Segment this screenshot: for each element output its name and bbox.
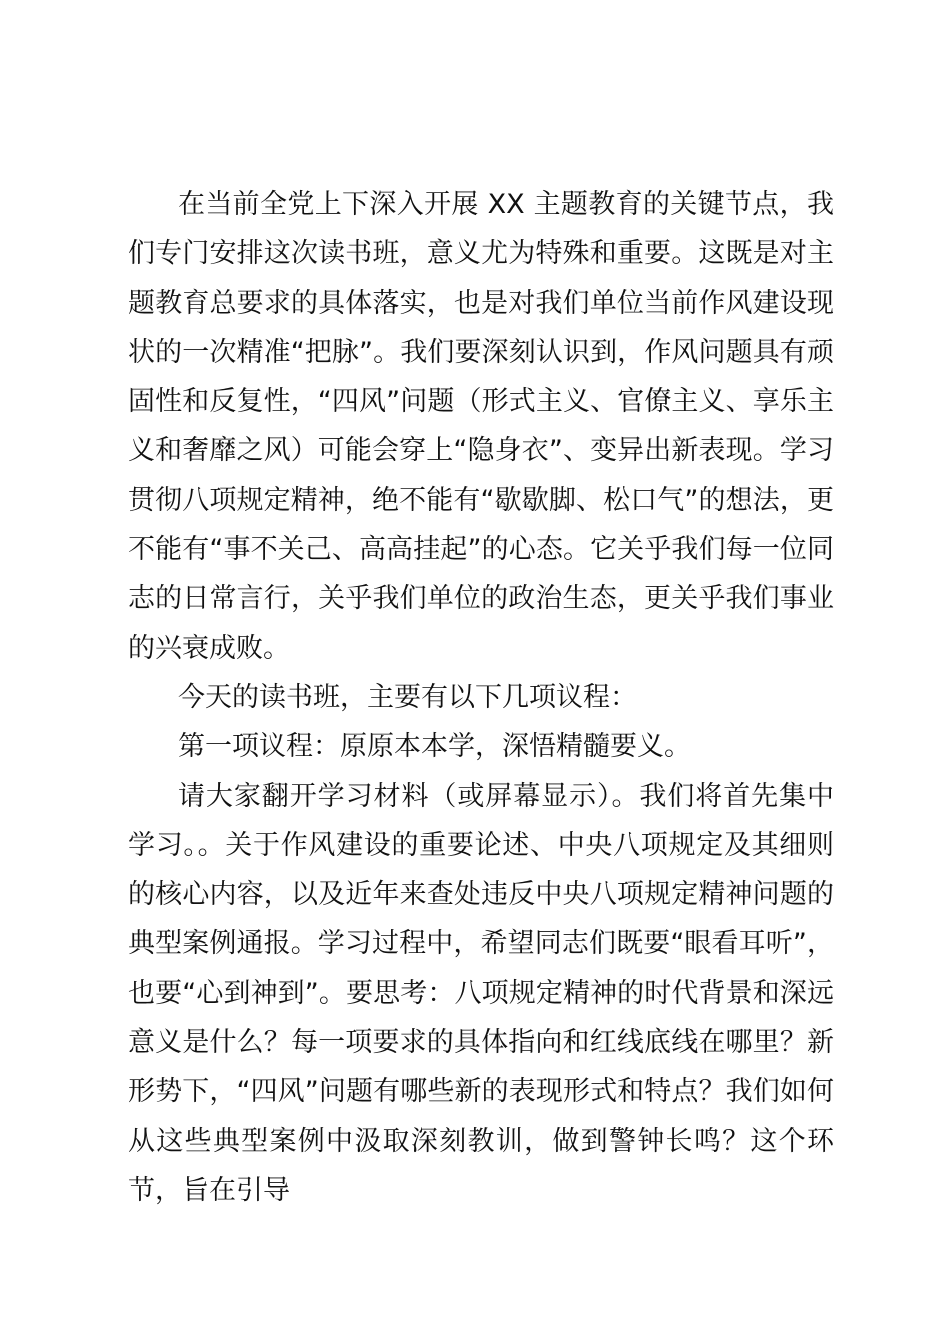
paragraph-agenda-item-1: 第一项议程：原原本本学，深悟精髓要义。 bbox=[178, 731, 691, 763]
paragraph-study-instructions: 请大家翻开学习材料（或屏幕显示）。我们将首先集中学习。。关于作风建设的重要论述、中央八项规定及其细则的核心内容，以及近年来查处违反中央八项规定精神问题的典型案例通报。学习过程中，希望同志们既要“眼看耳听”，也要“心到神到”。要思考：八项规定精神的时代背景和深远意义是什么？每一项要求的具体指向和红线底线在哪里？新形势下，“四风”问题有哪些新的表现形式和特点？我们如何从这些典型案例中汲取深刻教训，做到警钟长鸣？这个环节，旨在引导 bbox=[128, 780, 834, 1206]
document-body bbox=[128, 180, 834, 1215]
paragraph-agenda-intro: 今天的读书班，主要有以下几项议程： bbox=[178, 681, 637, 713]
paragraph-intro: 在当前全党上下深入开展 XX 主题教育的关键节点，我们专门安排这次读书班，意义尤为特殊和重要。这既是对主题教育总要求的具体落实，也是对我们单位当前作风建设现状的一次精准“把脉”。我们要深刻认识到，作风问题具有顽固性和反复性，“四风”问题（形式主义、官僚主义、享乐主义和奢靡之风）可能会穿上“隐身衣”、变异出新表现。学习贯彻八项规定精神，绝不能有“歇歇脚、松口气”的想法，更不能有“事不关己、高高挂起”的心态。它关乎我们每一位同志的日常言行，关乎我们单位的政治生态，更关乎我们事业的兴衰成败。 bbox=[128, 189, 834, 664]
